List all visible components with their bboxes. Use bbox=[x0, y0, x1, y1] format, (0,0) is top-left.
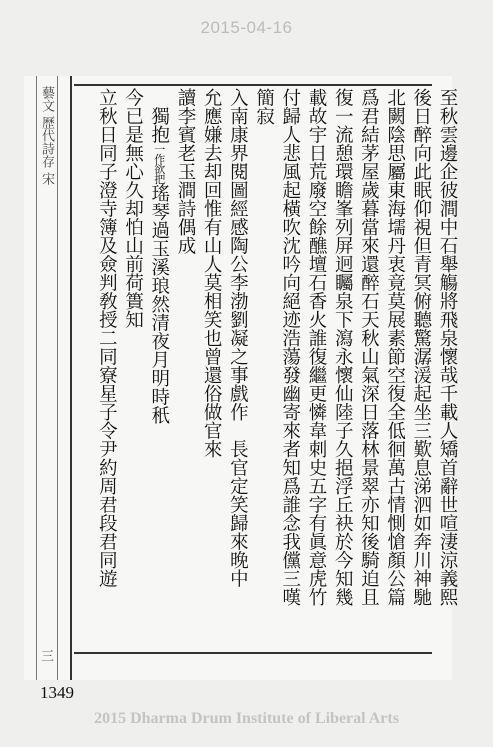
vertical-text-body bbox=[62, 88, 460, 658]
text-column: 爲君結茅屋歲暮當來還醉石天秋山氣深日落林景翠亦知後騎迫且 bbox=[358, 88, 380, 606]
gutter-section-title: 藝文 歷代詩存 宋 bbox=[39, 86, 54, 186]
text-column: 允應嫌去却回惟有山人莫相笑也曾還俗做官來 bbox=[201, 88, 223, 458]
poem-title-column: 立秋日同子澄寺簿及僉判敎授二同寮星子令尹約周君段君同遊 bbox=[96, 88, 118, 588]
poem-title-column: 入南康界閱圖經感陶公李渤劉凝之事戲作 長官定笑歸來晚中 bbox=[227, 88, 249, 588]
scan-date-stamp: 2015-04-16 bbox=[200, 18, 293, 37]
text-column: 付歸人悲風起橫吹沈吟向絕迹浩蕩發幽寄來者知爲誰念我儻三嘆 bbox=[279, 88, 301, 606]
text-column bbox=[146, 88, 172, 658]
book-page bbox=[24, 76, 458, 680]
text-column: 至秋雲邊企彼澗中石舉觴將飛泉懷哉千載人矯首辭世喧淒涼義熙 bbox=[437, 88, 458, 606]
text-column: 復一流憩環瞻峯列屏迥矚泉下瀉永懷仙陸子久挹浮丘袂於今知幾 bbox=[332, 88, 354, 606]
text-segment: 獨抱 bbox=[148, 88, 170, 144]
watermark: 2015 Dharma Drum Institute of Liberal Arts bbox=[94, 710, 399, 727]
poem-title-column: 簡寂 bbox=[253, 88, 275, 125]
page-number: 1349 bbox=[40, 683, 74, 702]
variant-note: 一作欲把 bbox=[152, 143, 166, 184]
text-column: 今已是無心久却怕山前荷簣知 bbox=[122, 88, 144, 329]
gutter-page-marker: 三 bbox=[38, 649, 53, 662]
text-segment: 瑤琴過玉溪琅然清夜月明時秖 bbox=[148, 183, 170, 424]
text-column: 北闕陰思屬東海壖丹衷竟莫展素節空復全低徊萬古情惻愴顏公篇 bbox=[384, 88, 406, 606]
text-column: 後日醉向此眠仰視但青冥俯聽驚潺湲起坐三歎息涕泗如奔川神馳 bbox=[410, 88, 432, 606]
text-column: 載故宇日荒廢空餘醮壇石香火誰復繼更憐韋刺史五字有眞意虎竹 bbox=[305, 88, 327, 606]
poem-title-column: 讀李賓老玉澗詩偶成 bbox=[174, 88, 196, 255]
